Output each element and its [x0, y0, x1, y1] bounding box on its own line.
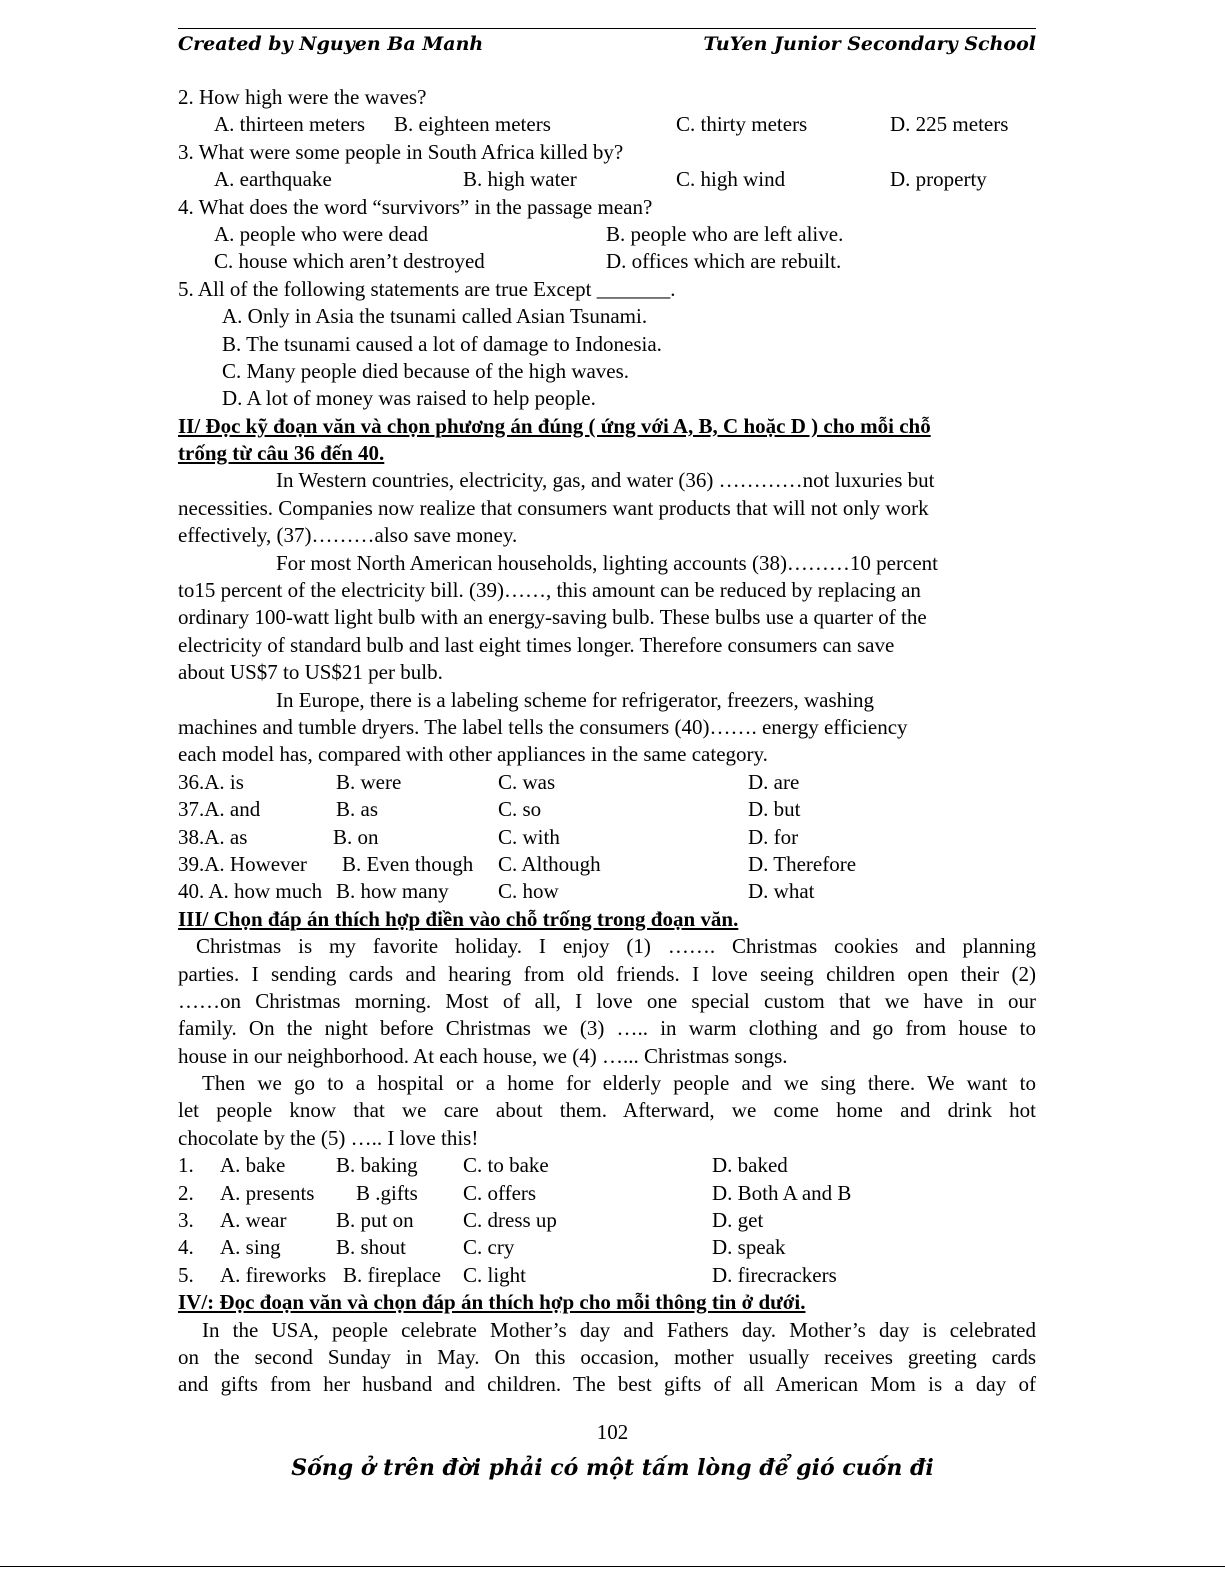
options-row-37 [178, 796, 1036, 823]
option-b: B. how many [336, 879, 449, 904]
bottom-divider [0, 1566, 1225, 1567]
header-author: Created by Nguyen Ba Manh [178, 33, 484, 55]
paragraph-line: electricity of standard bulb and last eight times longer. Therefore consumers can save [178, 632, 895, 657]
paragraph-line: machines and tumble dryers. The label tells the consumers (40)……. energy efficiency [178, 714, 908, 739]
paragraph-line: chocolate by the (5) ….. I love this! [178, 1125, 479, 1150]
paragraph-line: let people know that we care about them. Afterward, we come home and drink hot [178, 1098, 1036, 1123]
option-b: B. people who are left alive. [606, 221, 844, 246]
options-row-5 [178, 1262, 1036, 1289]
paragraph-line: ordinary 100-watt light bulb with an energy-saving bulb. These bulbs use a quarter of the [178, 605, 927, 630]
option-a: A. earthquake [214, 167, 332, 192]
option-number: 4. [178, 1235, 194, 1260]
option-d: D. 225 meters [890, 112, 1009, 137]
option-b: B. high water [463, 167, 577, 192]
options-row-4 [178, 1234, 1036, 1261]
paragraph-line: In Western countries, electricity, gas, and water (36) …………not luxuries but [276, 468, 935, 493]
option-d: D. baked [712, 1153, 788, 1178]
paragraph-line: effectively, (37)………also save money. [178, 523, 518, 548]
paragraph-line: about US$7 to US$21 per bulb. [178, 660, 443, 685]
question-3-options [178, 166, 1036, 193]
section-4-title: IV/: Đọc đoạn văn và chọn đáp án thích hợp cho mỗi thông tin ở dưới. [178, 1290, 806, 1315]
option-number: 1. [178, 1153, 194, 1178]
option-d: D. what [748, 879, 815, 904]
paragraph-line: In the USA, people celebrate Mother’s day and Fathers day. Mother’s day is celebrated [202, 1317, 1036, 1342]
section-2-title-cont: trống từ câu 36 đến 40. [178, 441, 385, 466]
option-c: C. dress up [463, 1208, 557, 1233]
paragraph-line: ……on Christmas morning. Most of all, I love one special custom that we have in our [178, 988, 1036, 1013]
options-row-3 [178, 1207, 1036, 1234]
page-header [178, 28, 1036, 63]
section-3-title: III/ Chọn đáp án thích hợp điền vào chỗ trống trong đoạn văn. [178, 906, 739, 931]
option-c: C. so [498, 797, 542, 822]
question-3: 3. What were some people in South Africa killed by? [178, 139, 624, 164]
options-row-2 [178, 1180, 1036, 1207]
option-number: 3. [178, 1208, 194, 1233]
option-b: B. Even though [342, 851, 474, 876]
option-a: A. bake [220, 1153, 286, 1178]
option-d: D. get [712, 1208, 764, 1233]
option-c: C. Many people died because of the high waves. [222, 358, 630, 383]
option-d: D. A lot of money was raised to help people. [222, 386, 596, 411]
option-b: B. shout [336, 1235, 407, 1260]
option-b: B. on [333, 824, 379, 849]
option-a: 39.A. However [178, 851, 307, 876]
option-c: C. with [498, 824, 560, 849]
paragraph-line: Then we go to a hospital or a home for elderly people and we sing there. We want to [202, 1071, 1036, 1096]
option-b: B. were [336, 769, 402, 794]
option-a: 38.A. as [178, 824, 248, 849]
option-d: D. for [748, 824, 799, 849]
paragraph-line: Christmas is my favorite holiday. I enjoy (1) ……. Christmas cookies and planning [196, 934, 1036, 959]
option-a: 36.A. is [178, 769, 244, 794]
option-d: D. property [890, 167, 987, 192]
footer-quote: Sống ở trên đời phải có một tấm lòng để gió cuốn đi [291, 1455, 934, 1481]
paragraph-line: family. On the night before Christmas we (3) ….. in warm clothing and go from house to [178, 1016, 1036, 1041]
question-4-options-cd [178, 248, 1036, 275]
option-b: B. baking [336, 1153, 418, 1178]
options-row-40 [178, 878, 1036, 905]
paragraph-line: each model has, compared with other appliances in the same category. [178, 742, 768, 767]
question-4: 4. What does the word “survivors” in the passage mean? [178, 194, 653, 219]
option-a: 40. A. how much [178, 879, 323, 904]
option-number: 2. [178, 1180, 194, 1205]
option-a: A. people who were dead [214, 221, 428, 246]
paragraph-line: parties. I sending cards and hearing from old friends. I love seeing children open their (2) [178, 961, 1036, 986]
option-d: D. are [748, 769, 800, 794]
paragraph-line: on the second Sunday in May. On this occasion, mother usually receives greeting cards [178, 1344, 1036, 1369]
option-number: 5. [178, 1262, 194, 1287]
question-4-options-ab [178, 221, 1036, 248]
options-row-38 [178, 824, 1036, 851]
option-a: 37.A. and [178, 797, 261, 822]
question-2: 2. How high were the waves? [178, 85, 427, 109]
option-b: B. put on [336, 1208, 414, 1233]
option-a: A. sing [220, 1235, 281, 1260]
option-a: A. fireworks [220, 1262, 327, 1287]
header-school: TuYen Junior Secondary School [703, 33, 1036, 55]
option-c: C. to bake [463, 1153, 549, 1178]
option-b: B. The tsunami caused a lot of damage to Indonesia. [222, 331, 662, 356]
option-a: A. Only in Asia the tsunami called Asian Tsunami. [222, 304, 648, 329]
option-c: C. light [463, 1262, 527, 1287]
option-c: C. cry [463, 1235, 515, 1260]
option-b: B. eighteen meters [394, 112, 551, 137]
option-c: C. high wind [676, 167, 786, 192]
page-content [178, 84, 1036, 1399]
option-d: D. offices which are rebuilt. [606, 249, 842, 274]
question-5: 5. All of the following statements are true Except _______. [178, 276, 676, 301]
option-a: A. wear [220, 1208, 287, 1233]
section-2-title: II/ Đọc kỹ đoạn văn và chọn phương án đúng ( ứng với A, B, C hoặc D ) cho mỗi chỗ [178, 413, 931, 438]
option-c: C. offers [463, 1180, 537, 1205]
paragraph-line: to15 percent of the electricity bill. (39)……, this amount can be reduced by replacing an [178, 578, 921, 603]
option-d: D. firecrackers [712, 1262, 837, 1287]
option-d: D. but [748, 797, 801, 822]
option-c: C. was [498, 769, 556, 794]
options-row-36 [178, 769, 1036, 796]
paragraph-line: In Europe, there is a labeling scheme for refrigerator, freezers, washing [276, 687, 874, 712]
paragraph-line: necessities. Companies now realize that consumers want products that will not only work [178, 495, 929, 520]
paragraph-line: For most North American households, lighting accounts (38)………10 percent [276, 550, 938, 575]
option-b: B. fireplace [343, 1262, 441, 1287]
option-a: A. presents [220, 1180, 315, 1205]
option-d: D. Both A and B [712, 1180, 852, 1205]
options-row-39 [178, 851, 1036, 878]
option-d: D. Therefore [748, 851, 857, 876]
paragraph-line: house in our neighborhood. At each house, we (4) …... Christmas songs. [178, 1043, 788, 1068]
question-2-options [178, 111, 1036, 138]
option-c: C. Although [498, 851, 601, 876]
options-row-1 [178, 1152, 1036, 1179]
option-d: D. speak [712, 1235, 786, 1260]
option-c: C. how [498, 879, 559, 904]
option-c: C. house which aren’t destroyed [214, 249, 485, 274]
option-b: B .gifts [356, 1180, 418, 1205]
paragraph-line: and gifts from her husband and children. The best gifts of all American Mom is a day of [178, 1372, 1036, 1397]
option-a: A. thirteen meters [214, 112, 366, 137]
page-number: 102 [596, 1420, 629, 1444]
option-b: B. as [336, 797, 378, 822]
option-c: C. thirty meters [676, 112, 808, 137]
